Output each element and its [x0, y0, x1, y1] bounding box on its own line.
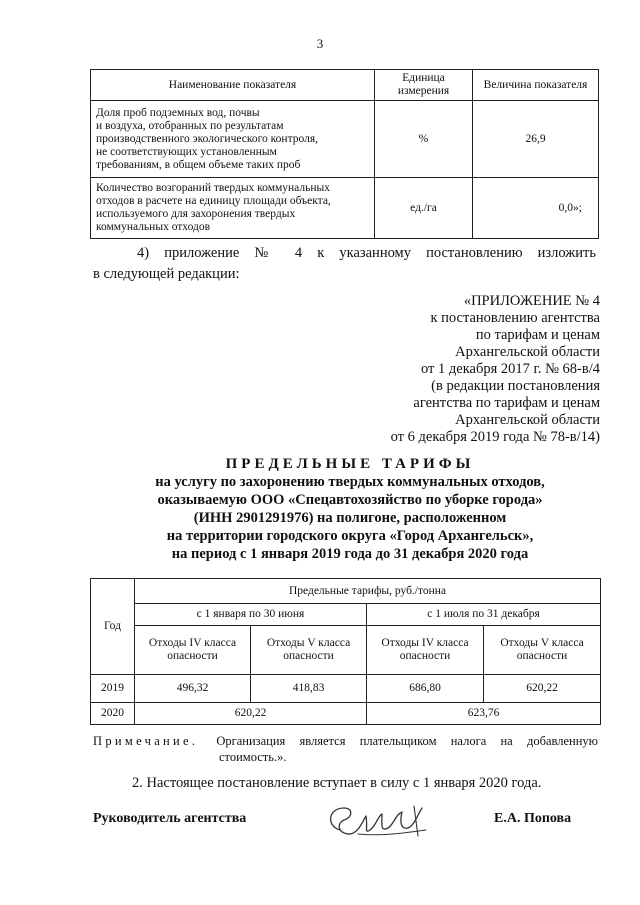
note-line2: стоимость.».: [219, 750, 287, 764]
class-iv-header: Отходы IV класса опасности: [367, 626, 484, 675]
paragraph-4: [93, 243, 596, 285]
tariffs-main-header: Предельные тарифы, руб./тонна: [135, 579, 601, 604]
table-row: [91, 703, 601, 725]
paragraph-4-line1: 4) приложение № 4 к указанному постановлению изложить: [137, 245, 596, 261]
appendix-line: «ПРИЛОЖЕНИЕ № 4: [463, 293, 600, 309]
indicator-name-line: используемого для захоронения твердых: [96, 208, 296, 220]
year-cell: 2020: [91, 703, 135, 725]
signatory-name: Е.А. Попова: [494, 811, 572, 826]
appendix-header: [340, 293, 600, 446]
title-heading: ПРЕДЕЛЬНЫЕ ТАРИФЫ: [225, 456, 475, 472]
indicator-unit: ед./га: [375, 178, 473, 239]
tariff-value: 620,22: [484, 675, 601, 703]
class-v-header: Отходы V класса опасности: [484, 626, 601, 675]
page-number: 3: [316, 36, 324, 51]
appendix-line: (в редакции постановления: [431, 378, 600, 394]
tariffs-period-row: [91, 604, 601, 626]
indicator-name-cell: [91, 178, 375, 239]
indicator-name-line: производственного экологического контроля,: [96, 132, 318, 145]
appendix-line: агентства по тарифам и ценам: [413, 395, 600, 411]
year-cell: 2019: [91, 675, 135, 703]
indicator-name-cell: [91, 101, 375, 178]
note: [93, 733, 598, 765]
note-line1: [93, 733, 598, 749]
period-second-half: с 1 июля по 31 декабря: [367, 604, 601, 626]
class-iv-header: Отходы IV класса опасности: [135, 626, 251, 675]
class-v-header: Отходы V класса опасности: [251, 626, 367, 675]
tariffs-table: [90, 578, 601, 725]
appendix-line: от 6 декабря 2019 года № 78-в/14): [390, 429, 600, 445]
indicator-name-line: коммунальных отходов: [96, 221, 211, 233]
indicator-name-line: и воздуха, отобранных по результатам: [96, 119, 284, 132]
indicators-header-name: Наименование показателя: [91, 70, 375, 101]
indicator-name-line: требованиям, в общем объеме таких проб: [96, 158, 301, 171]
title-line: оказываемую ООО «Спецавтохозяйство по уборке города»: [157, 492, 543, 508]
appendix-line: к постановлению агентства: [430, 310, 600, 326]
indicators-header-unit: Единица измерения: [375, 70, 473, 101]
signatory-position: Руководитель агентства: [93, 811, 247, 826]
table-row: [91, 101, 599, 178]
tariff-value: 418,83: [251, 675, 367, 703]
indicators-table: [90, 69, 599, 239]
indicator-name-line: отходов в расчете на единицу площади объекта,: [96, 195, 331, 207]
title-line: на услугу по захоронению твердых коммунальных отходов,: [155, 474, 545, 490]
item-2-paragraph: 2. Настоящее постановление вступает в силу с 1 января 2020 года.: [132, 775, 542, 791]
tariff-value: 623,76: [367, 703, 601, 725]
paragraph-4-line2: в следующей редакции:: [93, 266, 240, 282]
tariff-value: 496,32: [135, 675, 251, 703]
appendix-line: Архангельской области: [455, 412, 600, 428]
indicators-header-row: [91, 70, 599, 101]
note-label: Примечание.: [93, 734, 199, 748]
handwritten-signature: [318, 800, 438, 842]
indicator-value: 26,9: [473, 101, 599, 178]
year-header: Год: [91, 579, 135, 675]
appendix-line: Архангельской области: [455, 344, 600, 360]
appendix-line: от 1 декабря 2017 г. № 68-в/4: [421, 361, 600, 377]
tariffs-class-row: [91, 626, 601, 675]
indicator-name-line: Доля проб подземных вод, почвы: [96, 106, 260, 119]
indicator-unit: %: [375, 101, 473, 178]
indicator-value: 0,0»;: [473, 178, 599, 239]
appendix-line: по тарифам и ценам: [475, 327, 600, 343]
indicator-name-line: Количество возгораний твердых коммунальных: [96, 182, 330, 194]
tariffs-header-row: [91, 579, 601, 604]
period-first-half: с 1 января по 30 июня: [135, 604, 367, 626]
title-line: на период с 1 января 2019 года до 31 декабря 2020 года: [171, 546, 529, 562]
tariff-value: 686,80: [367, 675, 484, 703]
document-title: [80, 455, 620, 563]
title-line: на территории городского округа «Город Архангельск»,: [166, 528, 534, 544]
indicator-name-line: не соответствующих установленным: [96, 145, 277, 158]
tariff-value: 620,22: [135, 703, 367, 725]
title-line: (ИНН 2901291976) на полигоне, расположенном: [193, 510, 507, 526]
indicators-header-value: Величина показателя: [473, 70, 599, 101]
table-row: [91, 178, 599, 239]
note-text-line1: Организация является плательщиком налога на добавленную: [216, 734, 598, 748]
table-row: [91, 675, 601, 703]
